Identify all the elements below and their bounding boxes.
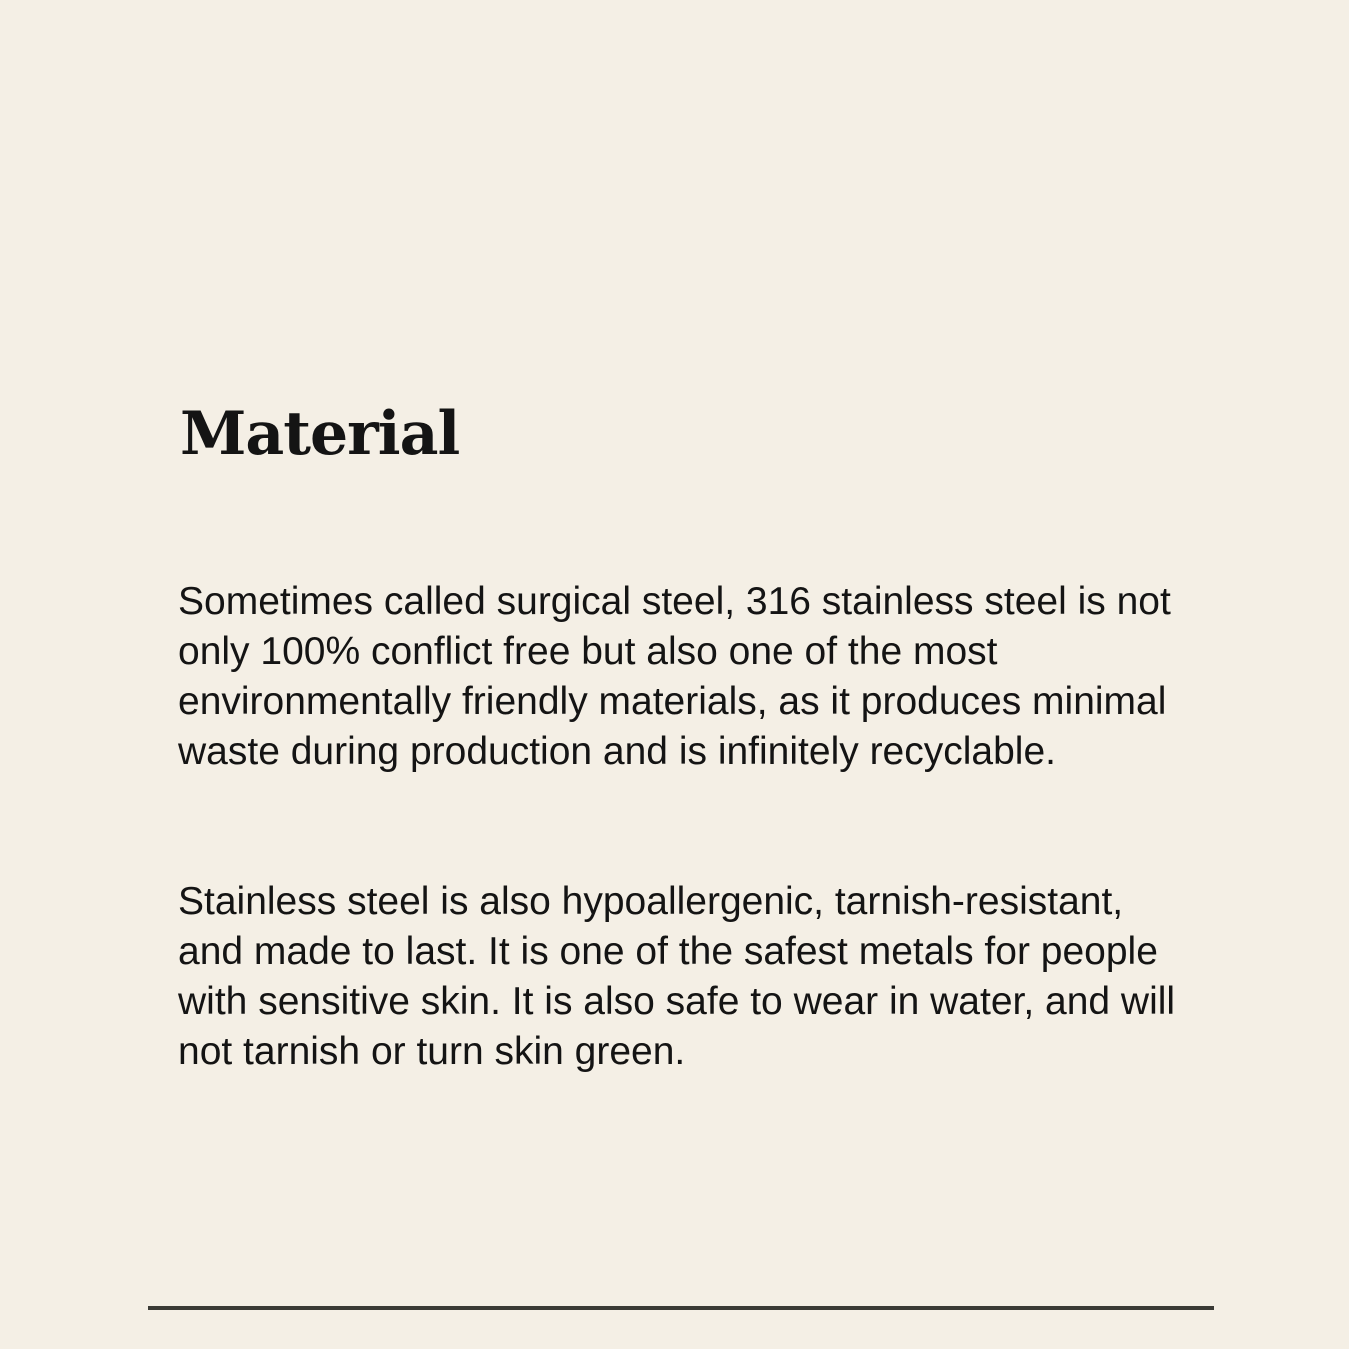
section-title: Material bbox=[180, 399, 460, 469]
bottom-divider bbox=[148, 1306, 1214, 1310]
material-paragraph-1: Sometimes called surgical steel, 316 stainless steel is not only 100% conflict free but also one of the most environmentally friendly materials, as it produces minimal waste during production and is infinitely recyclable. bbox=[178, 580, 1171, 773]
material-paragraph-2: Stainless steel is also hypoallergenic, tarnish-resistant, and made to last. It is one of the safest metals for people with sensitive skin. It is also safe to wear in water, and will not tarnish or turn skin green. bbox=[178, 880, 1176, 1073]
